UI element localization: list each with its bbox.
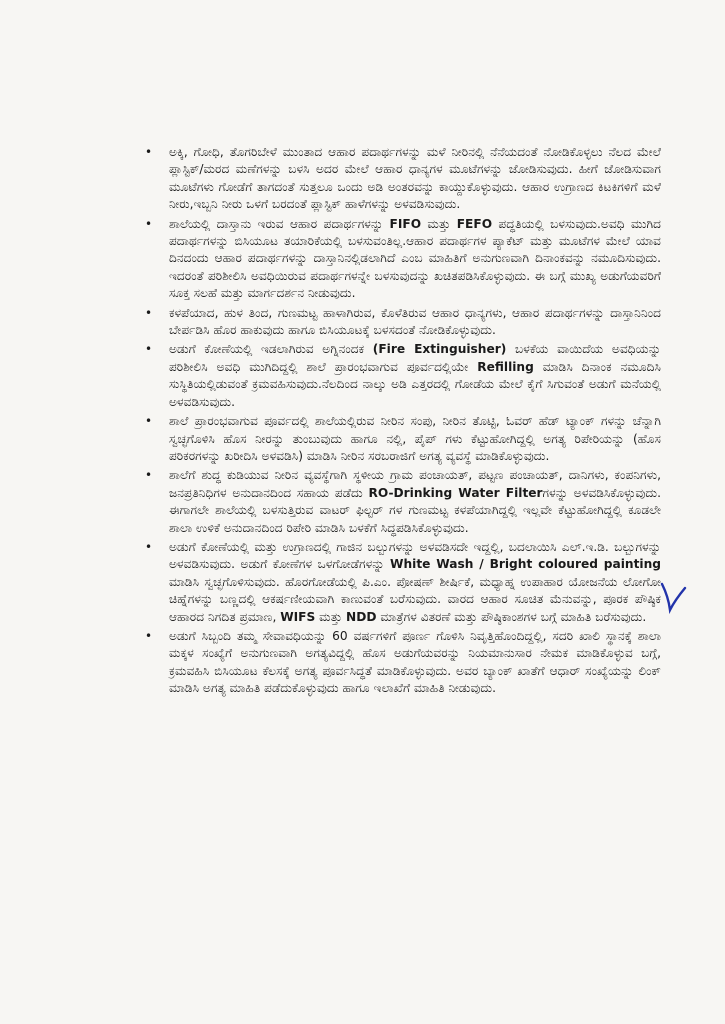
- bullet-icon: •: [145, 145, 153, 159]
- bold-term: WIFS: [280, 609, 316, 624]
- bullet-icon: •: [145, 342, 153, 357]
- text-run: ಗಳನ್ನು ಅಳವಡಿಸಿಕೊಳ್ಳುವುದು. ಈಗಾಗಲೇ ಶಾಲೆಯಲ್ಲಿ ಬಳಸುತ್ತಿರುವ ವಾಟರ್ ಫಿಲ್ಟರ್ ಗಳ ಗುಣಮಟ್ಟ ಕಳಪೆಯಾಗಿದ್ದಲ್ಲಿ ಇಲ್ಲವೇ ಕೆಟ್ಟುಹೋಗಿದ್ದಲ್ಲಿ ಕೂಡಲೇ ಶಾಲಾ ಉಳಿಕೆ ಅನುದಾನದಿಂದ ರಿಪೇರಿ ಮಾಡಿಸಿ ಬಳಕೆಗೆ ಸಿದ್ಧಪಡಿಸಿಕೊಳ್ಳುವುದು.: [169, 485, 661, 535]
- bullet-icon: •: [145, 628, 153, 643]
- list-item: [145, 628, 661, 698]
- handwritten-tick-mark: [658, 578, 688, 614]
- paragraph-text: [169, 145, 661, 211]
- paragraph-text: [169, 342, 661, 408]
- bullet-icon: •: [145, 414, 153, 429]
- text-run: ಮಾತ್ರೆಗಳ ವಿತರಣೆ ಮತ್ತು ಪೌಷ್ಠಿಕಾಂಶಗಳ ಬಗ್ಗೆ ಮಾಹಿತಿ ಬರೆಸುವುದು.: [376, 609, 647, 624]
- text-run: ಮತ್ತು: [421, 216, 457, 231]
- bold-term: RO-Drinking Water Filter: [368, 485, 543, 500]
- paragraph-text: [169, 629, 661, 695]
- list-item: [145, 144, 661, 214]
- paragraph-text: [169, 306, 661, 337]
- bullet-icon: •: [145, 468, 153, 483]
- text-run: ಅಕ್ಕಿ, ಗೋಧಿ, ತೊಗರಿಬೇಳೆ ಮುಂತಾದ ಆಹಾರ ಪದಾರ್ಥಗಳನ್ನು ಮಳೆ ನೀರಿನಲ್ಲಿ ನೆನೆಯದಂತೆ ನೋಡಿಕೊಳ್ಳಲು ನೆಲದ ಮೇಲೆ ಪ್ಲಾಸ್ಟಿಕ್/ಮರದ ಮಣೆಗಳನ್ನು ಬಳಸಿ ಅದರ ಮೇಲೆ ಆಹಾರ ಧಾನ್ಯಗಳ ಮೂಟೆಗಳನ್ನು ಜೋಡಿಸುವುದು. ಹೀಗೆ ಜೋಡಿಸುವಾಗ ಮೂಟೆಗಳು ಗೋಡೆಗೆ ತಾಗದಂತೆ ಸುತ್ತಲೂ ಒಂದು ಅಡಿ ಅಂತರವನ್ನು ಕಾಯ್ದುಕೊಳ್ಳುವುದು. ಆಹಾರ ಉಗ್ರಾಣದ ಕಿಟಕಿಗಳಿಗೆ ಮಳೆ ನೀರು,ಇಬ್ಬನಿ ನೀರು ಒಳಗೆ ಬರದಂತೆ ಪ್ಲಾಸ್ಟಿಕ್ ಹಾಳೆಗಳನ್ನು ಅಳವಡಿಸುವುದು.: [169, 145, 661, 212]
- list-item: [145, 467, 661, 537]
- paragraph-text: [169, 468, 661, 534]
- bold-term: Refilling: [477, 359, 534, 374]
- text-run: ಅಡುಗೆ ಕೋಣೆಯಲ್ಲಿ ಮತ್ತು ಉಗ್ರಾಣದಲ್ಲಿ ಗಾಜಿನ ಬಲ್ಬುಗಳನ್ನು ಅಳವಡಿಸದೇ ಇದ್ದಲ್ಲಿ, ಬದಲಾಯಿಸಿ ಎಲ್.ಇ.ಡಿ. ಬಲ್ಬುಗಳನ್ನು ಅಳವಡಿಸುವುದು. ಅಡುಗೆ ಕೋಣೆಗಳ ಒಳಗೋಡೆಗಳನ್ನು: [169, 539, 661, 572]
- text-run: ಶಾಲೆಗೆ ಶುದ್ಧ ಕುಡಿಯುವ ನೀರಿನ ವ್ಯವಸ್ಥೆಗಾಗಿ ಸ್ಥಳೀಯ ಗ್ರಾಮ ಪಂಚಾಯತ್, ಪಟ್ಟಣ ಪಂಚಾಯತ್, ದಾನಿಗಳು, ಕಂಪನಿಗಳು, ಜನಪ್ರತಿನಿಧಿಗಳ ಅನುದಾನದಿಂದ ಸಹಾಯ ಪಡೆದು: [169, 468, 661, 500]
- list-item: [145, 413, 661, 465]
- bullet-icon: •: [145, 539, 153, 554]
- bold-term: NDD: [346, 609, 377, 624]
- list-item: [145, 341, 661, 411]
- text-run: ಕಳಪೆಯಾದ, ಹುಳ ತಿಂದ, ಗುಣಮಟ್ಟ ಹಾಳಾಗಿರುವ, ಕೊಳೆತಿರುವ ಆಹಾರ ಧಾನ್ಯಗಳು, ಆಹಾರ ಪದಾರ್ಥಗಳನ್ನು ದಾಸ್ತಾನಿನಿಂದ ಬೇರ್ಪಡಿಸಿ ಹೊರ ಹಾಕುವುದು ಹಾಗೂ ಬಿಸಿಯೂಟಕ್ಕೆ ಬಳಸದಂತೆ ನೋಡಿಕೊಳ್ಳುವುದು.: [169, 305, 661, 338]
- bullet-list: [145, 144, 661, 698]
- text-run: ಶಾಲೆಯಲ್ಲಿ ದಾಸ್ತಾನು ಇರುವ ಆಹಾರ ಪದಾರ್ಥಗಳನ್ನು: [169, 216, 390, 231]
- paragraph-text: [169, 217, 661, 301]
- paragraph-text: [169, 414, 661, 463]
- list-item: [145, 539, 661, 626]
- bold-term: (Fire Extinguisher): [372, 342, 507, 357]
- list-item: [145, 216, 661, 303]
- bullet-icon: •: [145, 216, 153, 231]
- text-run: ಶಾಲೆ ಪ್ರಾರಂಭವಾಗುವ ಪೂರ್ವದಲ್ಲಿ ಶಾಲೆಯಲ್ಲಿರುವ ನೀರಿನ ಸಂಪು, ನೀರಿನ ತೊಟ್ಟಿ, ಓವರ್ ಹೆಡ್ ಟ್ಯಾಂಕ್ ಗಳನ್ನು ಚೆನ್ನಾಗಿ ಸ್ವಚ್ಛಗೊಳಿಸಿ ಹೊಸ ನೀರನ್ನು ತುಂಬುವುದು ಹಾಗೂ ನಲ್ಲಿ, ಪೈಪ್ ಗಳು ಕೆಟ್ಟುಹೋಗಿದ್ದಲ್ಲಿ ಅಗತ್ಯ ರಿಪೇರಿಯನ್ನು (ಹೊಸ ಪರಿಕರಗಳನ್ನು ಖರೀದಿಸಿ ಅಳವಡಿಸಿ) ಮಾಡಿಸಿ ನೀರಿನ ಸರಬರಾಜಿಗೆ ಅಗತ್ಯ ವ್ಯವಸ್ಥೆ ಮಾಡಿಕೊಳ್ಳುವುದು.: [169, 414, 661, 463]
- text-run: ಪದ್ಧತಿಯಲ್ಲಿ ಬಳಸುವುದು.ಅವಧಿ ಮುಗಿದ ಪದಾರ್ಥಗಳನ್ನು ಬಿಸಿಯೂಟ ತಯಾರಿಕೆಯಲ್ಲಿ ಬಳಸುವಂತಿಲ್ಲ.ಆಹಾರ ಪದಾರ್ಥಗಳ ಪ್ಯಾಕೆಟ್ ಮತ್ತು ಮೂಟೆಗಳ ಮೇಲೆ ಯಾವ ದಿನದಂದು ಆಹಾರ ಪದಾರ್ಥಗಳನ್ನು ದಾಸ್ತಾನಿನಲ್ಲಿಡಲಾಗಿದೆ ಎಂಬ ಮಾಹಿತಿಗೆ ಅನುಗುಣವಾಗಿ ದಿನಾಂಕವನ್ನು ನಮೂದಿಸುವುದು. ಇದರಂತೆ ಪರಿಶೀಲಿಸಿ ಅವಧಿಯಿರುವ ಪದಾರ್ಥಗಳನ್ನೇ ಬಳಸುವುದನ್ನು ಖಚಿತಪಡಿಸಿಕೊಳ್ಳುವುದು. ಈ ಬಗ್ಗೆ ಮುಖ್ಯ ಅಡುಗೆಯವರಿಗೆ ಸೂಕ್ತ ಸಲಹೆ ಮತ್ತು ಮಾರ್ಗದರ್ಶನ ನೀಡುವುದು.: [169, 216, 661, 301]
- bullet-icon: •: [145, 305, 153, 320]
- text-run: ಮತ್ತು: [315, 609, 347, 624]
- bold-term: FIFO: [389, 216, 422, 231]
- text-run: ಮಾಡಿಸಿ ಸ್ವಚ್ಛಗೊಳಿಸುವುದು. ಹೊರಗೋಡೆಯಲ್ಲಿ ಪಿ.ಎಂ. ಪೋಷಣ್ ಶೀರ್ಷಿಕೆ, ಮಧ್ಯಾಹ್ನ ಉಪಾಹಾರ ಯೋಜನೆಯ ಲೋಗೋ ಚಿಹ್ನೆಗಳನ್ನು ಬಣ್ಣದಲ್ಲಿ ಆಕರ್ಷಣೀಯವಾಗಿ ಕಾಣುವಂತೆ ಬರೆಸುವುದು. ವಾರದ ಆಹಾರ ಸೂಚಿತ ಮೆನುವನ್ನು, ಪೂರಕ ಪೌಷ್ಠಿಕ ಆಹಾರದ ನಿಗದಿತ ಪ್ರಮಾಣ,: [169, 574, 661, 624]
- text-run: ಅಡುಗೆ ಸಿಬ್ಬಂದಿ ತಮ್ಮ ಸೇವಾವಧಿಯನ್ನು 60 ವರ್ಷಗಳಿಗೆ ಪೂರ್ಣ ಗೊಳಿಸಿ ನಿವೃತ್ತಿಹೊಂದಿದ್ದಲ್ಲಿ, ಸದರಿ ಖಾಲಿ ಸ್ಥಾನಕ್ಕೆ ಶಾಲಾ ಮಕ್ಕಳ ಸಂಖ್ಯೆಗೆ ಅನುಗುಣವಾಗಿ ಅಗತ್ಯವಿದ್ದಲ್ಲಿ ಹೊಸ ಅಡುಗೆಯವರನ್ನು ನಿಯಮಾನುಸಾರ ನೇಮಕ ಮಾಡಿಕೊಳ್ಳುವ ಬಗ್ಗೆ, ಕ್ರಮವಹಿಸಿ ಬಿಸಿಯೂಟ ಕೆಲಸಕ್ಕೆ ಅಗತ್ಯ ಪೂರ್ವಸಿದ್ಧತೆ ಮಾಡಿಕೊಳ್ಳುವುದು. ಅವರ ಬ್ಯಾಂಕ್ ಖಾತೆಗೆ ಆಧಾರ್ ಸಂಖ್ಯೆಯನ್ನು ಲಿಂಕ್ ಮಾಡಿಸಿ ಅಗತ್ಯ ಮಾಹಿತಿ ಪಡೆದುಕೊಳ್ಳುವುದು ಹಾಗೂ ಇಲಾಖೆಗೆ ಮಾಹಿತಿ ನೀಡುವುದು.: [169, 628, 661, 696]
- bold-term: FEFO: [456, 216, 493, 231]
- list-item: [145, 305, 661, 340]
- paragraph-text: [169, 540, 661, 624]
- text-run: ಮಾಡಿಸಿ ದಿನಾಂಕ ನಮೂದಿಸಿ ಸುಸ್ಥಿತಿಯಲ್ಲಿಡುವಂತೆ ಕ್ರಮವಹಿಸುವುದು.ನೆಲದಿಂದ ನಾಲ್ಕು ಅಡಿ ಎತ್ತರದಲ್ಲಿ ಗೋಡೆಯ ಮೇಲೆ ಕೈಗೆ ಸಿಗುವಂತೆ ಅಡುಗೆ ಮನೆಯಲ್ಲಿ ಅಳವಡಿಸುವುದು.: [169, 359, 661, 409]
- text-run: ಅಡುಗೆ ಕೋಣೆಯಲ್ಲಿ ಇಡಲಾಗಿರುವ ಅಗ್ನಿನಂದಕ: [169, 342, 373, 357]
- bold-term: White Wash / Bright coloured painting: [390, 557, 661, 572]
- text-run: ಬಳಕೆಯ ವಾಯಿದೆಯ ಅವಧಿಯನ್ನು ಪರಿಶೀಲಿಸಿ ಅವಧಿ ಮುಗಿದಿದ್ದಲ್ಲಿ ಶಾಲೆ ಪ್ರಾರಂಭವಾಗುವ ಪೂರ್ವದಲ್ಲಿಯೇ: [169, 342, 661, 374]
